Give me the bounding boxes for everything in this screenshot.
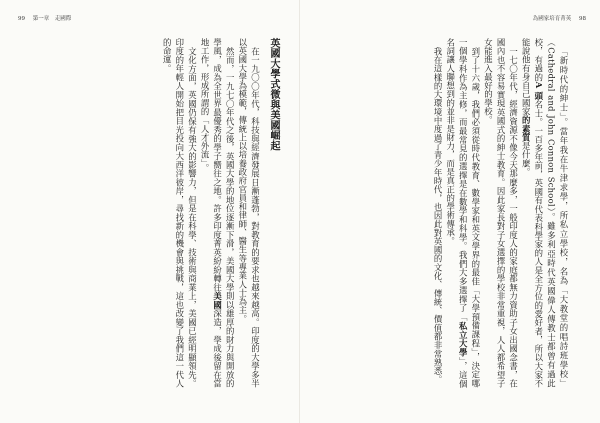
body-paragraph (520, 38, 570, 388)
paragraph-text: 一七〇年代，經濟資源不像今天那麼多，一般印度人的家庭都無力資助子女出國念書，在國內也不容易實現英國式的紳士教育。因此家長對子女選擇的學校非常重視，人人都希望子女能進入最好的學校。 (483, 38, 519, 388)
left-page-number: 99 (18, 16, 25, 22)
right-page (300, 0, 600, 423)
left-page-body (28, 38, 284, 388)
paragraph-text: 是什麼。 (521, 141, 532, 177)
paragraph-text: 名士。一百多年前，英國有代表科學家的人是全方位的愛好者，所以大家不能說他有身自己國家 (521, 38, 544, 388)
body-paragraph (236, 38, 261, 388)
emphasis-text: 私立大學 (458, 321, 469, 357)
chapter-running-title: 第一章 走國際 (32, 16, 72, 22)
emphasis-text: A 頭 (533, 81, 544, 101)
right-page-header (533, 14, 586, 22)
paragraph-text: 我在這樣的大環境中度過了青少年時代，也因此對英國的文化、傳統、價值都非常熟悉。 (433, 47, 444, 385)
left-page-header (18, 14, 71, 22)
body-paragraph (444, 38, 482, 388)
paragraph-text: 當年我在牛津求學，所私立學校，名為「大教堂的唱詩班學校」（Cathedral and John Connon School）。雖多利亞時代英國偉人傳教士都曾有過此校，有過的 (533, 38, 569, 388)
paragraph-text: 文化方面，英國仍保有強大的影響力，但是在科學、技術與商業上，美國已經明顯領先。印度的年輕人開始把目光投向大西洋彼岸，尋找新的機會與挑戰，這也改變了我們這一代人的命運。 (162, 38, 198, 388)
paragraph-text: 」，這個名詞讓人聯想到的並非是財力，而是真正的學術傳承。 (445, 38, 469, 389)
paragraph-text: 深造，學成後留在當地工作，形成所謂的「人才外流」。 (200, 38, 223, 389)
right-page-body (320, 38, 570, 388)
paragraph-text: 在一九〇〇年代，科技與經濟發展日漸蓬勃，對教育的要求也越來越高。印度的大學多半以英國大學為模範，傳統上以培養政府官員和律師、醫生等專業人士為主。 (237, 38, 261, 388)
paragraph-text: 到了十六歲，我們必須從時代教育、數學家和英文學界的最佳「大學預備課程」，決定哪一個學科作為主修，而最常見的選擇是在數學和科學。我們大多選擇了「 (458, 38, 481, 388)
right-page-number: 98 (579, 16, 586, 22)
paragraph-text: 然而，一九七〇年代之後，英國大學的地位逐漸下滑，美國大學則以雄厚的財力與開放的學風，成為全世界最優秀的學子嚮往之地。許多印度菁英紛紛轉往 (212, 38, 236, 388)
emphasis-text: 美國 (212, 291, 223, 310)
section-heading: 英國大學式微與美國崛起 (268, 38, 279, 151)
body-paragraph (161, 38, 199, 388)
body-paragraph (431, 38, 444, 388)
paragraph-text: 「新時代的紳士」。 (559, 47, 569, 128)
body-paragraph (198, 38, 236, 388)
book-running-title: 為國家培育菁英 (532, 16, 572, 22)
body-paragraph (482, 38, 520, 388)
emphasis-text: 的素質 (521, 115, 532, 142)
